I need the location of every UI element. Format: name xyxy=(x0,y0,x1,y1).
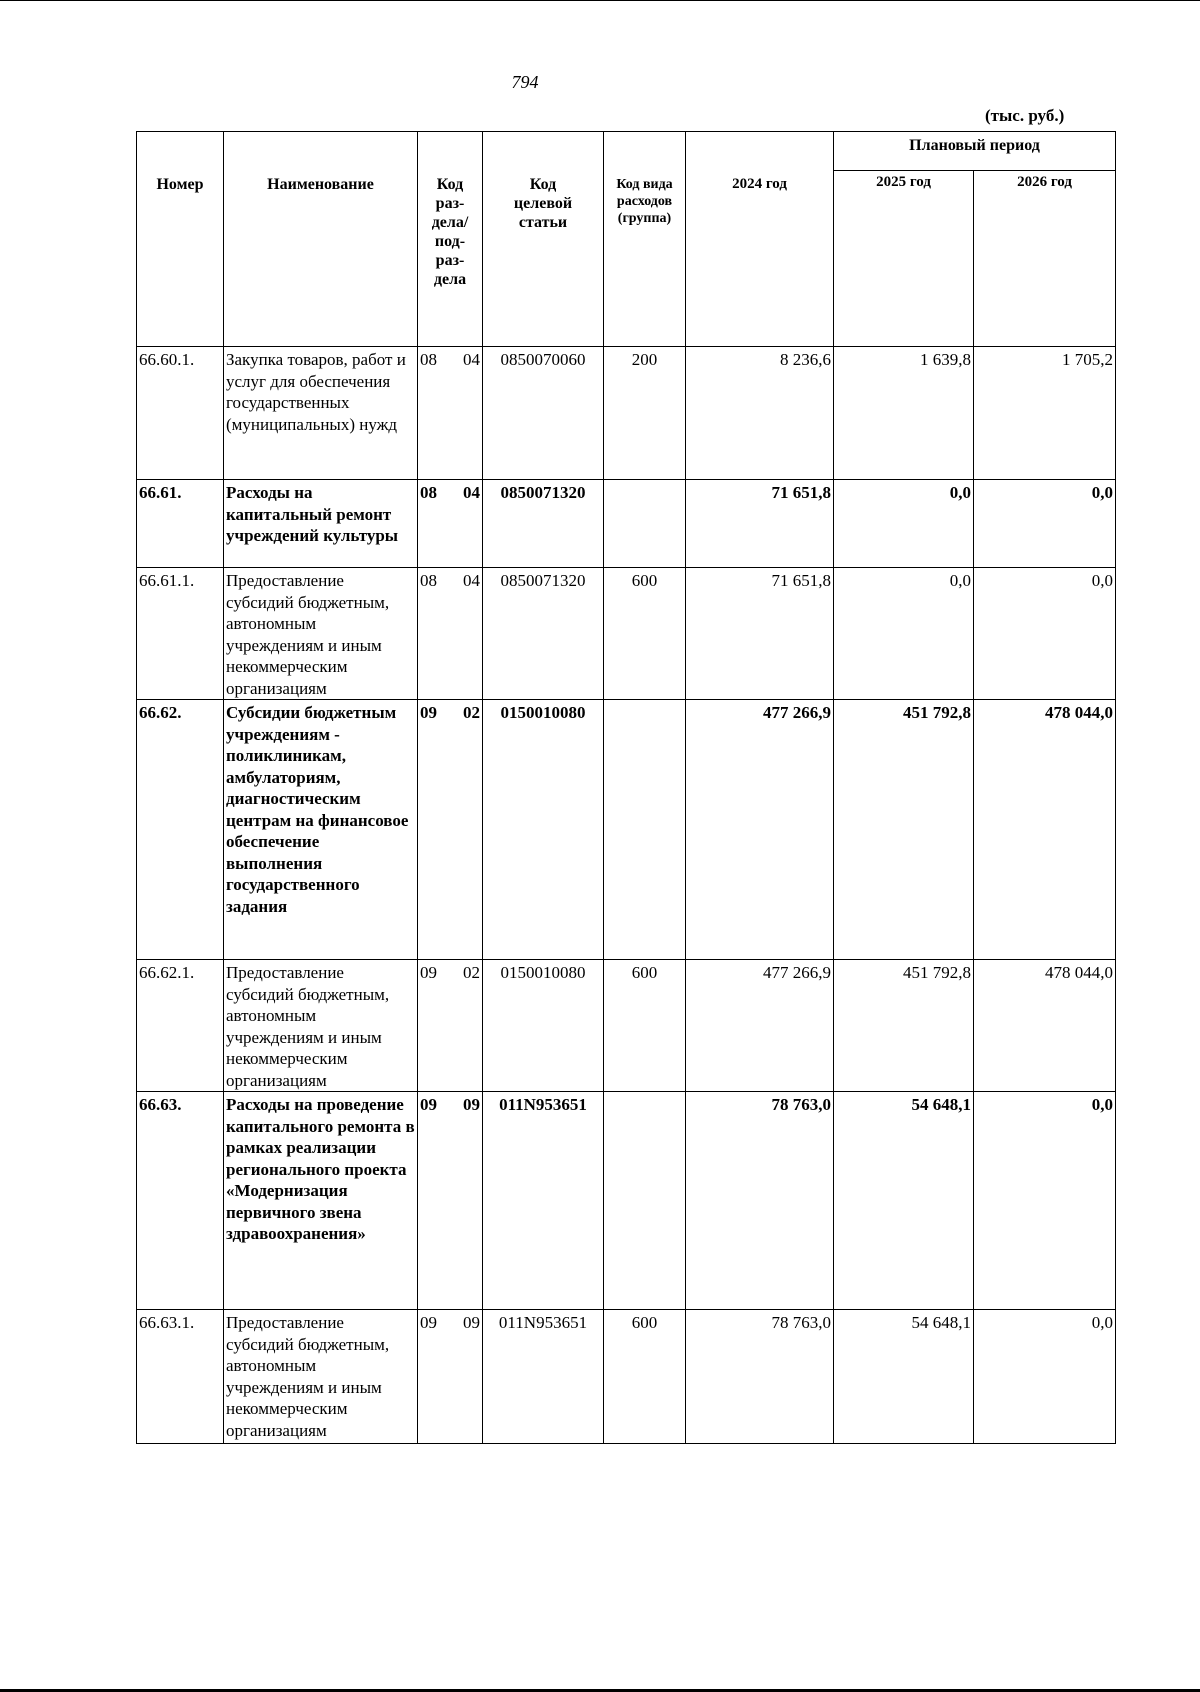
cell-2026: 1 705,2 xyxy=(974,347,1116,480)
cell-2024: 8 236,6 xyxy=(686,347,834,480)
budget-table xyxy=(136,131,1116,1444)
cell-target: 0850071320 xyxy=(483,480,604,568)
header-target-line: статьи xyxy=(518,214,568,231)
header-expense-line: Код вида xyxy=(616,177,673,192)
header-razdel xyxy=(418,132,483,347)
cell-2026: 478 044,0 xyxy=(974,700,1116,960)
cell-name: Субсидии бюджетным учреждениям - поликлиникам, амбулаториям, диагностическим центрам на финансовое обеспечение выполнения государственного задания xyxy=(224,700,418,960)
table-row xyxy=(137,480,1116,568)
units-label: (тыс. руб.) xyxy=(985,106,1065,125)
cell-expense-type: 200 xyxy=(604,347,686,480)
cell-expense-type: 600 xyxy=(604,1310,686,1444)
cell-number: 66.62.1. xyxy=(137,960,224,1092)
table-row xyxy=(137,347,1116,480)
cell-target: 011N953651 xyxy=(483,1310,604,1444)
cell-subsection: 04 xyxy=(463,350,480,369)
page-border-top xyxy=(0,0,1200,1)
cell-number: 66.63.1. xyxy=(137,1310,224,1444)
header-razdel-line: дела/ xyxy=(431,214,469,231)
cell-razdel xyxy=(418,960,483,1092)
header-name: Наименование xyxy=(224,132,418,347)
cell-2025: 451 792,8 xyxy=(834,700,974,960)
cell-2026: 0,0 xyxy=(974,568,1116,700)
header-razdel-line: раз- xyxy=(435,252,465,269)
cell-number: 66.63. xyxy=(137,1092,224,1310)
cell-section: 09 xyxy=(420,963,437,982)
cell-name: Расходы на проведение капитального ремонта в рамках реализации регионального проекта «Модернизация первичного звена здравоохранения» xyxy=(224,1092,418,1310)
cell-target: 0150010080 xyxy=(483,700,604,960)
cell-2026: 478 044,0 xyxy=(974,960,1116,1092)
cell-number: 66.61.1. xyxy=(137,568,224,700)
cell-2025: 54 648,1 xyxy=(834,1092,974,1310)
cell-name: Предоставление субсидий бюджетным, автономным учреждениям и иным некоммерческим организациям xyxy=(224,568,418,700)
header-target-line: целевой xyxy=(513,195,573,212)
cell-number: 66.62. xyxy=(137,700,224,960)
header-2024: 2024 год xyxy=(686,132,834,347)
cell-subsection: 04 xyxy=(463,483,480,502)
cell-2024: 477 266,9 xyxy=(686,700,834,960)
header-expense-type xyxy=(604,132,686,347)
cell-name: Предоставление субсидий бюджетным, автономным учреждениям и иным некоммерческим организациям xyxy=(224,1310,418,1444)
cell-subsection: 02 xyxy=(463,703,480,722)
cell-number: 66.61. xyxy=(137,480,224,568)
cell-section: 09 xyxy=(420,1313,437,1332)
cell-razdel xyxy=(418,1092,483,1310)
table-row xyxy=(137,960,1116,1092)
cell-2025: 451 792,8 xyxy=(834,960,974,1092)
cell-subsection: 02 xyxy=(463,963,480,982)
cell-2024: 71 651,8 xyxy=(686,568,834,700)
table-row xyxy=(137,700,1116,960)
header-2025: 2025 год xyxy=(834,171,974,347)
table-row xyxy=(137,568,1116,700)
page-number: 794 xyxy=(511,72,539,92)
cell-razdel xyxy=(418,347,483,480)
header-expense-line: расходов xyxy=(616,194,673,209)
cell-number: 66.60.1. xyxy=(137,347,224,480)
header-2026: 2026 год xyxy=(974,171,1116,347)
cell-razdel xyxy=(418,1310,483,1444)
cell-2026: 0,0 xyxy=(974,1092,1116,1310)
cell-expense-type xyxy=(604,700,686,960)
header-razdel-line: дела xyxy=(433,271,467,288)
cell-name: Предоставление субсидий бюджетным, автономным учреждениям и иным некоммерческим организациям xyxy=(224,960,418,1092)
cell-expense-type xyxy=(604,480,686,568)
cell-expense-type: 600 xyxy=(604,568,686,700)
cell-target: 0150010080 xyxy=(483,960,604,1092)
header-expense-line: (группа) xyxy=(617,211,672,226)
cell-section: 08 xyxy=(420,571,437,590)
cell-section: 09 xyxy=(420,703,437,722)
cell-target: 011N953651 xyxy=(483,1092,604,1310)
cell-subsection: 09 xyxy=(463,1095,480,1114)
cell-section: 09 xyxy=(420,1095,437,1114)
cell-name: Расходы на капитальный ремонт учреждений культуры xyxy=(224,480,418,568)
header-razdel-line: под- xyxy=(434,233,466,250)
cell-2025: 54 648,1 xyxy=(834,1310,974,1444)
cell-razdel xyxy=(418,480,483,568)
cell-section: 08 xyxy=(420,350,437,369)
table-row xyxy=(137,1310,1116,1444)
cell-target: 0850070060 xyxy=(483,347,604,480)
header-razdel-line: раз- xyxy=(435,195,465,212)
header-razdel-line: Код xyxy=(436,176,464,193)
cell-2024: 477 266,9 xyxy=(686,960,834,1092)
cell-expense-type xyxy=(604,1092,686,1310)
cell-2025: 1 639,8 xyxy=(834,347,974,480)
cell-subsection: 04 xyxy=(463,571,480,590)
cell-2026: 0,0 xyxy=(974,1310,1116,1444)
cell-2024: 71 651,8 xyxy=(686,480,834,568)
cell-razdel xyxy=(418,700,483,960)
cell-2025: 0,0 xyxy=(834,568,974,700)
cell-subsection: 09 xyxy=(463,1313,480,1332)
cell-razdel xyxy=(418,568,483,700)
header-target xyxy=(483,132,604,347)
header-target-line: Код xyxy=(529,176,557,193)
cell-2024: 78 763,0 xyxy=(686,1310,834,1444)
cell-target: 0850071320 xyxy=(483,568,604,700)
cell-2026: 0,0 xyxy=(974,480,1116,568)
header-number: Номер xyxy=(137,132,224,347)
cell-2024: 78 763,0 xyxy=(686,1092,834,1310)
header-planned-period: Плановый период xyxy=(834,132,1116,171)
cell-name: Закупка товаров, работ и услуг для обеспечения государственных (муниципальных) нужд xyxy=(224,347,418,480)
cell-2025: 0,0 xyxy=(834,480,974,568)
table-row xyxy=(137,1092,1116,1310)
cell-expense-type: 600 xyxy=(604,960,686,1092)
cell-section: 08 xyxy=(420,483,437,502)
